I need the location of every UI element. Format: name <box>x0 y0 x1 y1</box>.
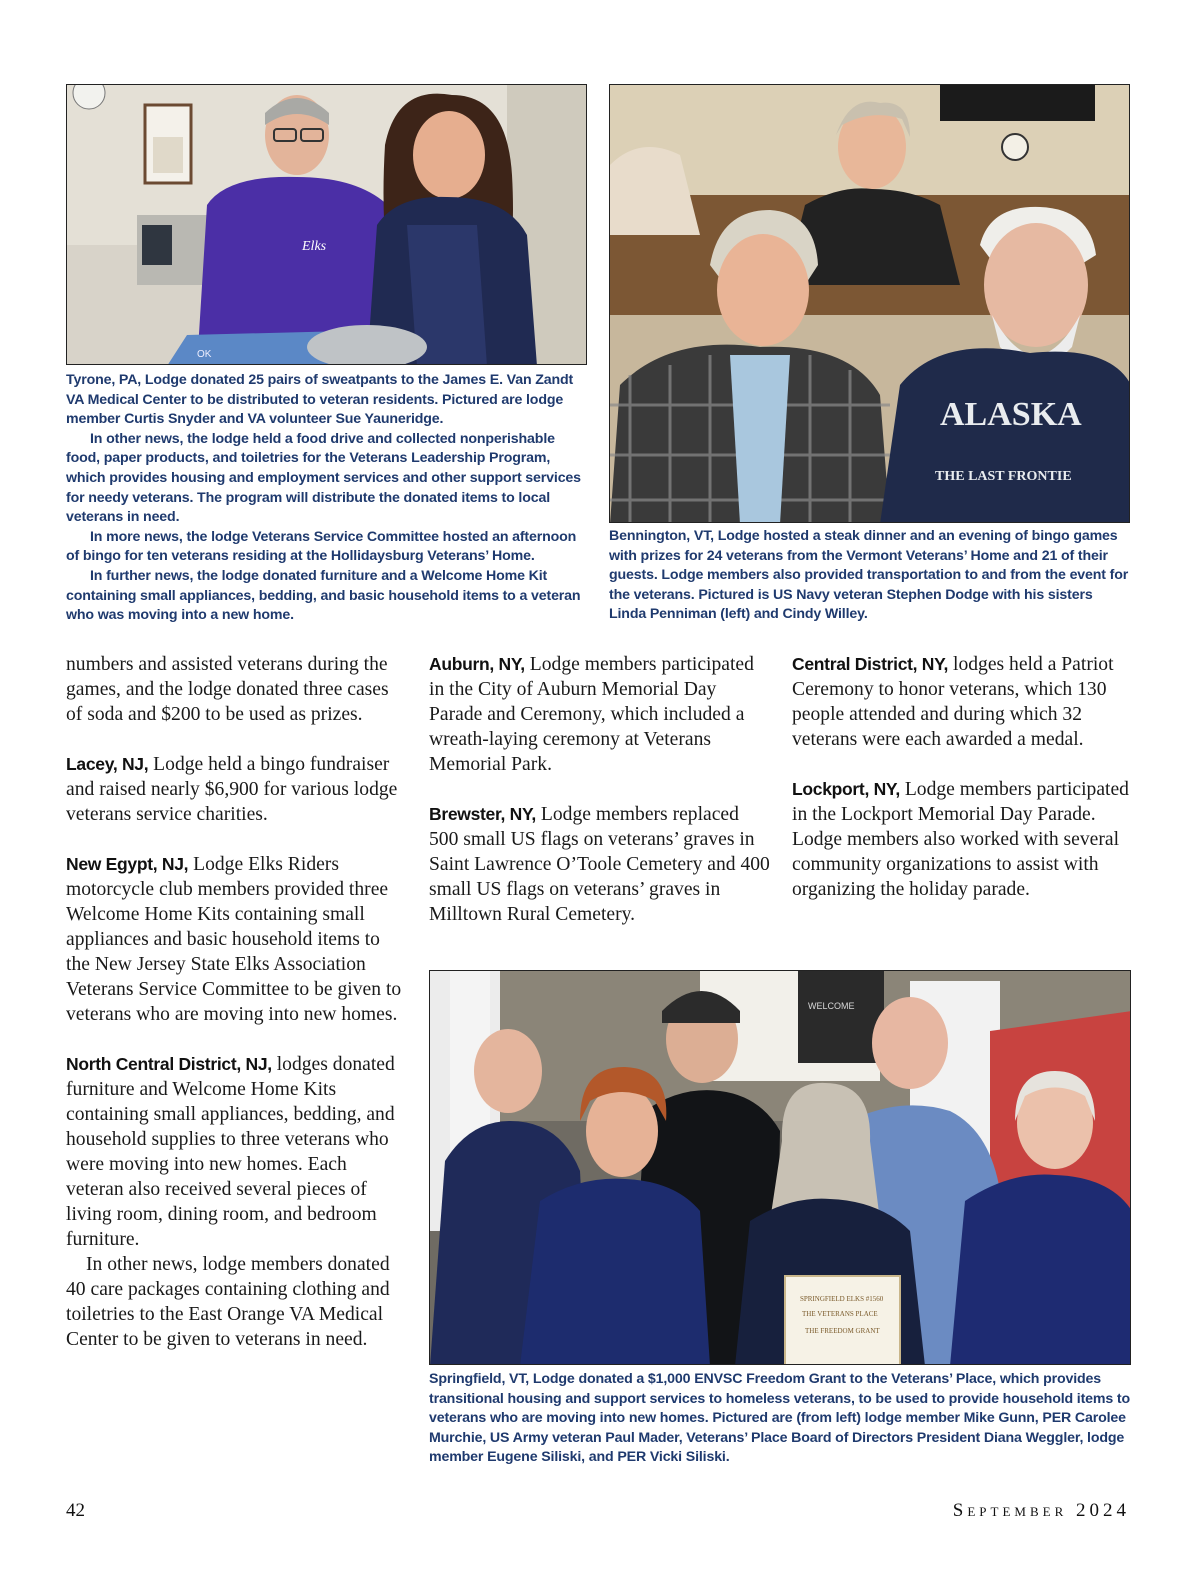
lacey-lead: Lacey, NJ, <box>66 754 149 774</box>
page-number: 42 <box>66 1500 85 1521</box>
north-central-lead: North Central District, NJ, <box>66 1054 272 1074</box>
svg-text:SPRINGFIELD ELKS #1560: SPRINGFIELD ELKS #1560 <box>800 1295 884 1303</box>
auburn-paragraph <box>429 652 771 777</box>
issue-date: September 2024 <box>952 1500 1130 1521</box>
television-icon <box>940 85 1095 121</box>
lacey-paragraph <box>66 752 408 827</box>
north-central-paragraph <box>66 1052 408 1252</box>
bennington-photo <box>609 84 1130 523</box>
brewster-body: Lodge members replaced 500 small US flags on veterans’ graves in Saint Lawrence O’Toole Cemetery and 400 small US flags on veterans’ graves in Milltown Rural Cemetery. <box>429 804 770 925</box>
springfield-photo <box>429 970 1131 1365</box>
tyrone-caption-para4: In further news, the lodge donated furniture and a Welcome Home Kit containing small appliances, bedding, and basic household items to a veteran who was moving into a new home. <box>66 567 581 624</box>
tyrone-caption <box>66 371 588 626</box>
springfield-caption-body: Lodge donated a $1,000 ENVSC Freedom Grant to the Veterans’ Place, which provides transitional housing and support services to homeless veterans, to be used to provide household items to veterans who are moving into new homes. Pictured are (from left) lodge member Mike Gunn, PER Carolee Murchie, US Army veteran Paul Mader, Veterans’ Place Board of Directors President Diana Weggler, lodge member Eugene Siliski, and PER Vicki Siliski. <box>429 1371 1131 1466</box>
certificate <box>785 1276 900 1365</box>
lockport-paragraph <box>792 777 1130 902</box>
springfield-photo-illustration <box>430 971 1131 1365</box>
auburn-lead: Auburn, NY, <box>429 654 525 674</box>
new-egypt-lead: New Egypt, NJ, <box>66 854 189 874</box>
wall-clock-icon <box>1002 134 1028 160</box>
svg-text:WELCOME: WELCOME <box>808 1001 855 1011</box>
springfield-caption-lead: Springfield, VT, <box>429 1371 530 1387</box>
central-district-paragraph <box>792 652 1130 752</box>
bennington-caption-para <box>609 527 1131 625</box>
tyrone-caption-para2: In other news, the lodge held a food drive and collected nonperishable food, paper products, and toiletries for the Veterans Leadership Program, which provides housing and employment services and other support services for needy veterans. The program will distribute the donated items to local veterans in need. <box>66 430 581 526</box>
svg-text:Elks: Elks <box>302 239 327 254</box>
springfield-caption-para <box>429 1370 1132 1468</box>
north-central-body: lodges donated furniture and Welcome Home Kits containing small appliances, bedding, and household supplies to three veterans who were moving into new homes. Each veteran also received several pieces of living room, dining room, and bedroom furniture. <box>66 1054 395 1250</box>
brewster-paragraph <box>429 802 771 927</box>
central-district-lead: Central District, NY, <box>792 654 949 674</box>
springfield-caption <box>429 1370 1132 1468</box>
tyrone-caption-para3: In more news, the lodge Veterans Service Committee hosted an afternoon of bingo for ten veterans residing at the Hollidaysburg Veterans’ Home. <box>66 528 577 565</box>
new-egypt-paragraph <box>66 852 408 1027</box>
lockport-lead: Lockport, NY, <box>792 779 900 799</box>
left-continued-paragraph: numbers and assisted veterans during the games, and the lodge donated three cases of soda and $200 to be used as prizes. <box>66 654 389 725</box>
middle-column <box>429 652 771 952</box>
brewster-lead: Brewster, NY, <box>429 804 536 824</box>
tyrone-photo-illustration <box>67 85 587 365</box>
right-column <box>792 652 1130 927</box>
new-egypt-body: Lodge Elks Riders motorcycle club members provided three Welcome Home Kits containing small appliances and basic household items to the New Jersey State Elks Association Veterans Service Committee to be given to veterans who are moving into new homes. <box>66 854 402 1025</box>
auburn-body: Lodge members participated in the City of Auburn Memorial Day Parade and Ceremony, which included a wreath-laying ceremony at Veterans Memorial Park. <box>429 654 754 775</box>
north-central-other-news: In other news, lodge members donated 40 care packages containing clothing and toiletries to the East Orange VA Medical Center to be given to veterans in need. <box>66 1254 390 1350</box>
svg-text:THE FREEDOM GRANT: THE FREEDOM GRANT <box>805 1327 880 1335</box>
lacey-body: Lodge held a bingo fundraiser and raised nearly $6,900 for various lodge veterans service charities. <box>66 754 398 825</box>
tyrone-caption-para1 <box>66 371 588 430</box>
svg-text:OK: OK <box>197 349 212 360</box>
tyrone-caption-body: Lodge donated 25 pairs of sweatpants to the James E. Van Zandt VA Medical Center to be distributed to veteran residents. Pictured are lodge member Curtis Snyder and VA volunteer Sue Yauneridge. <box>66 372 574 428</box>
bennington-caption <box>609 527 1131 625</box>
central-district-body: lodges held a Patriot Ceremony to honor veterans, which 130 people attended and during which 32 veterans were each awarded a medal. <box>792 654 1114 750</box>
lockport-body: Lodge members participated in the Lockport Memorial Day Parade. Lodge members also worked with several community organizations to assist with organizing the holiday parade. <box>792 779 1129 900</box>
tyrone-photo <box>66 84 587 365</box>
svg-text:THE VETERANS PLACE: THE VETERANS PLACE <box>802 1310 878 1318</box>
svg-text:ALASKA: ALASKA <box>940 396 1082 433</box>
bennington-caption-lead: Bennington, VT, <box>609 528 714 544</box>
bennington-caption-body: Lodge hosted a steak dinner and an evening of bingo games with prizes for 24 veterans from the Vermont Veterans’ Home and 21 of their guests. Lodge members also provided transportation to and from the event for the veterans. Pictured is US Navy veteran Stephen Dodge with his sisters Linda Penniman (left) and Cindy Willey. <box>609 528 1129 623</box>
svg-text:THE LAST FRONTIE: THE LAST FRONTIE <box>935 469 1072 484</box>
left-column <box>66 652 408 1352</box>
tyrone-caption-lead: Tyrone, PA, <box>66 372 142 388</box>
bennington-photo-illustration <box>610 85 1130 523</box>
